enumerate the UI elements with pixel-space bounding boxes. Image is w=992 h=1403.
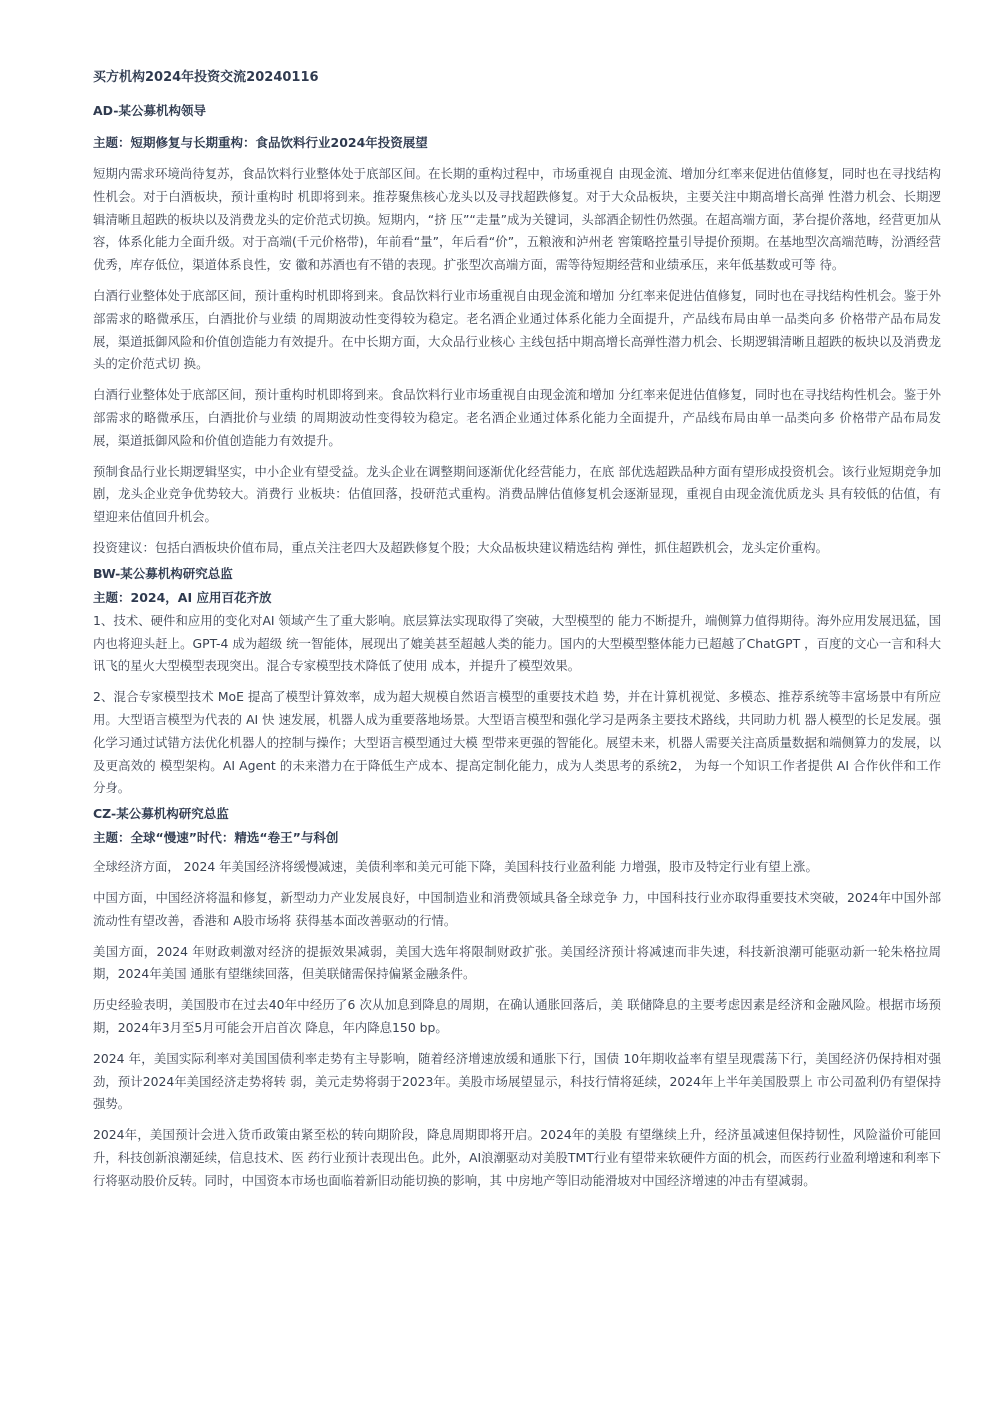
section-cz-paragraph-6: 2024年，美国预计会进入货币政策由紧至松的转向期阶段，降息周期即将开启。2024年的美股 有望继续上升，经济虽减速但保持韧性，风险溢价可能回升，科技创新浪潮延续，信息技术、医 药行业预计表现出色。此外，AI浪潮驱动对美股TMT行业有望带来软硬件方面的机会，而医药行业盈利增速和利率下行将驱动股价反转。同时，中国资本市场也面临着新旧动能切换的影响，其 中房地产等旧动能滑坡对中国经济增速的冲击有望减弱。 — [93, 1127, 941, 1188]
section-ad-paragraph-4: 预制食品行业长期逻辑坚实，中小企业有望受益。龙头企业在调整期间逐渐优化经营能力，在底 部优选超跌品种方面有望形成投资机会。该行业短期竞争加剧，龙头企业竞争优势较大。消费行 业板块：估值回落，投研范式重构。消费品牌估值修复机会逐渐显现，重视自由现金流优质龙头 具有较低的估值，有望迎来估值回升机会。 — [93, 463, 941, 525]
section-bw-paragraph-1: 1、技术、硬件和应用的变化对AI 领域产生了重大影响。底层算法实现取得了突破，大型模型的 能力不断提升，端侧算力值得期待。海外应用发展迅猛，国内也将迎头赶上。GPT-4 成为超级 统一智能体，展现出了媲美甚至超越人类的能力。国内的大型模型整体能力已超越了ChatGPT ，百度的文心一言和科大讯飞的星火大型模型表现突出。混合专家模型技术降低了使用 成本，并提升了模型效果。 — [93, 612, 941, 674]
document-page — [93, 68, 941, 1192]
section-cz-paragraph-2: 中国方面，中国经济将温和修复，新型动力产业发展良好，中国制造业和消费领域具备全球竞争 力，中国科技行业亦取得重要技术突破，2024年中国外部流动性有望改善，香港和 A股市场将 获得基本面改善驱动的行情。 — [93, 889, 941, 928]
section-cz-paragraph-3: 美国方面，2024 年财政刺激对经济的提振效果减弱，美国大选年将限制财政扩张。美国经济预计将减速而非失速，科技新浪潮可能驱动新一轮朱格拉周期，2024年美国 通胀有望继续回落，但美联储需保持偏紧金融条件。 — [93, 943, 941, 982]
section-ad-paragraph-3: 白酒行业整体处于底部区间，预计重构时机即将到来。食品饮料行业市场重视自由现金流和增加 分红率来促进估值修复，同时也在寻找结构性机会。鉴于外部需求的略微承压，白酒批价与业绩 的周期波动性变得较为稳定。老名酒企业通过体系化能力全面提升，产品线布局由单一品类向多 价格带产品布局发展，渠道抵御风险和价值创造能力有效提升。 — [93, 387, 941, 448]
section-bw — [93, 564, 941, 800]
section-ad — [93, 101, 941, 560]
section-cz-paragraph-4: 历史经验表明，美国股市在过去40年中经历了6 次从加息到降息的周期，在确认通胀回落后，美 联储降息的主要考虑因素是经济和金融风险。根据市场预期，2024年3月至5月可能会开启首次 降息，年内降息150 bp。 — [93, 997, 941, 1035]
section-ad-paragraph-5: 投资建议：包括白酒板块价值布局，重点关注老四大及超跌修复个股；大众品板块建议精选结构 弹性，抓住超跌机会，龙头定价重构。 — [93, 539, 828, 555]
section-bw-speaker: BW-某公募机构研究总监 — [93, 565, 233, 581]
document-title: 买方机构2024年投资交流20240116 — [93, 70, 319, 85]
section-ad-speaker: AD-某公募机构领导 — [93, 103, 206, 118]
section-cz-topic: 主题：全球“慢速”时代：精选“卷王”与科创 — [93, 830, 339, 846]
section-ad-paragraph-1: 短期内需求环境尚待复苏，食品饮料行业整体处于底部区间。在长期的重构过程中，市场重视自 由现金流、增加分红率来促进估值修复，同时也在寻找结构性机会。对于白酒板块，预计重构时 机即将到来。推荐聚焦核心龙头以及寻找超跌修复。对于大众品板块，主要关注中期高增长高弹 性潜力机会、长期逻辑清晰且超跌的板块以及消费龙头的定价范式切换。短期内，“挤 压”“走量”成为关键词，头部酒企韧性仍然强。在超高端方面，茅台提价落地，经营更加从 容，体系化能力全面升级。对于高端(千元价格带)，年前看“量”，年后看“价”，五粮液和泸州老 窖策略控量引导提价预期。在基地型次高端范畴，汾酒经营优秀，库存低位，渠道体系良性，安 徽和苏酒也有不错的表现。扩张型次高端方面，需等待短期经营和业绩承压，来年低基数或可等 待。 — [93, 166, 941, 273]
section-cz-paragraph-5: 2024 年，美国实际利率对美国国债利率走势有主导影响，随着经济增速放缓和通胀下行，国债 10年期收益率有望呈现震荡下行，美国经济仍保持相对强劲，预计2024年美国经济走势将转 弱，美元走势将弱于2023年。美股市场展望显示，科技行情将延续，2024年上半年美国股票上 市公司盈利仍有望保持强势。 — [93, 1050, 941, 1112]
title-spacer — [93, 88, 941, 101]
section-bw-topic: 主题：2024，AI 应用百花齐放 — [93, 589, 272, 605]
section-ad-topic: 主题：短期修复与长期重构：食品饮料行业2024年投资展望 — [93, 135, 428, 150]
section-bw-paragraph-2: 2、混合专家模型技术 MoE 提高了模型计算效率，成为超大规模自然语言模型的重要技术趋 势，并在计算机视觉、多模态、推荐系统等丰富场景中有所应用。大型语言模型为代表的 AI 快 速发展，机器人成为重要落地场景。大型语言模型和强化学习是两条主要技术路线，共同助力机 器人模型的长足发展。强化学习通过试错方法优化机器人的控制与操作；大型语言模型通过大模 型带来更强的智能化。展望未来，机器人需要关注高质量数据和端侧算力的发展，以及更高效的 模型架构。AI Agent 的未来潜力在于降低生产成本、提高定制化能力，成为人类思考的系统2， 为每一个知识工作者提供 AI 合作伙伴和工作分身。 — [93, 689, 941, 796]
section-ad-paragraph-2: 白酒行业整体处于底部区间，预计重构时机即将到来。食品饮料行业市场重视自由现金流和增加 分红率来促进估值修复，同时也在寻找结构性机会。鉴于外部需求的略微承压，白酒批价与业绩 的周期波动性变得较为稳定。老名酒企业通过体系化能力全面提升，产品线布局由单一品类向多 价格带产品布局发展，渠道抵御风险和价值创造能力有效提升。在中长期方面，大众品行业核心 主线包括中期高增长高弹性潜力机会、长期逻辑清晰且超跌的板块以及消费龙头的定价范式切 换。 — [93, 287, 941, 372]
section-cz-speaker: CZ-某公募机构研究总监 — [93, 806, 229, 822]
section-cz — [93, 804, 941, 1192]
section-cz-paragraph-1: 全球经济方面， 2024 年美国经济将缓慢减速，美债利率和美元可能下降，美国科技行业盈利能 力增强，股市及特定行业有望上涨。 — [93, 859, 818, 875]
